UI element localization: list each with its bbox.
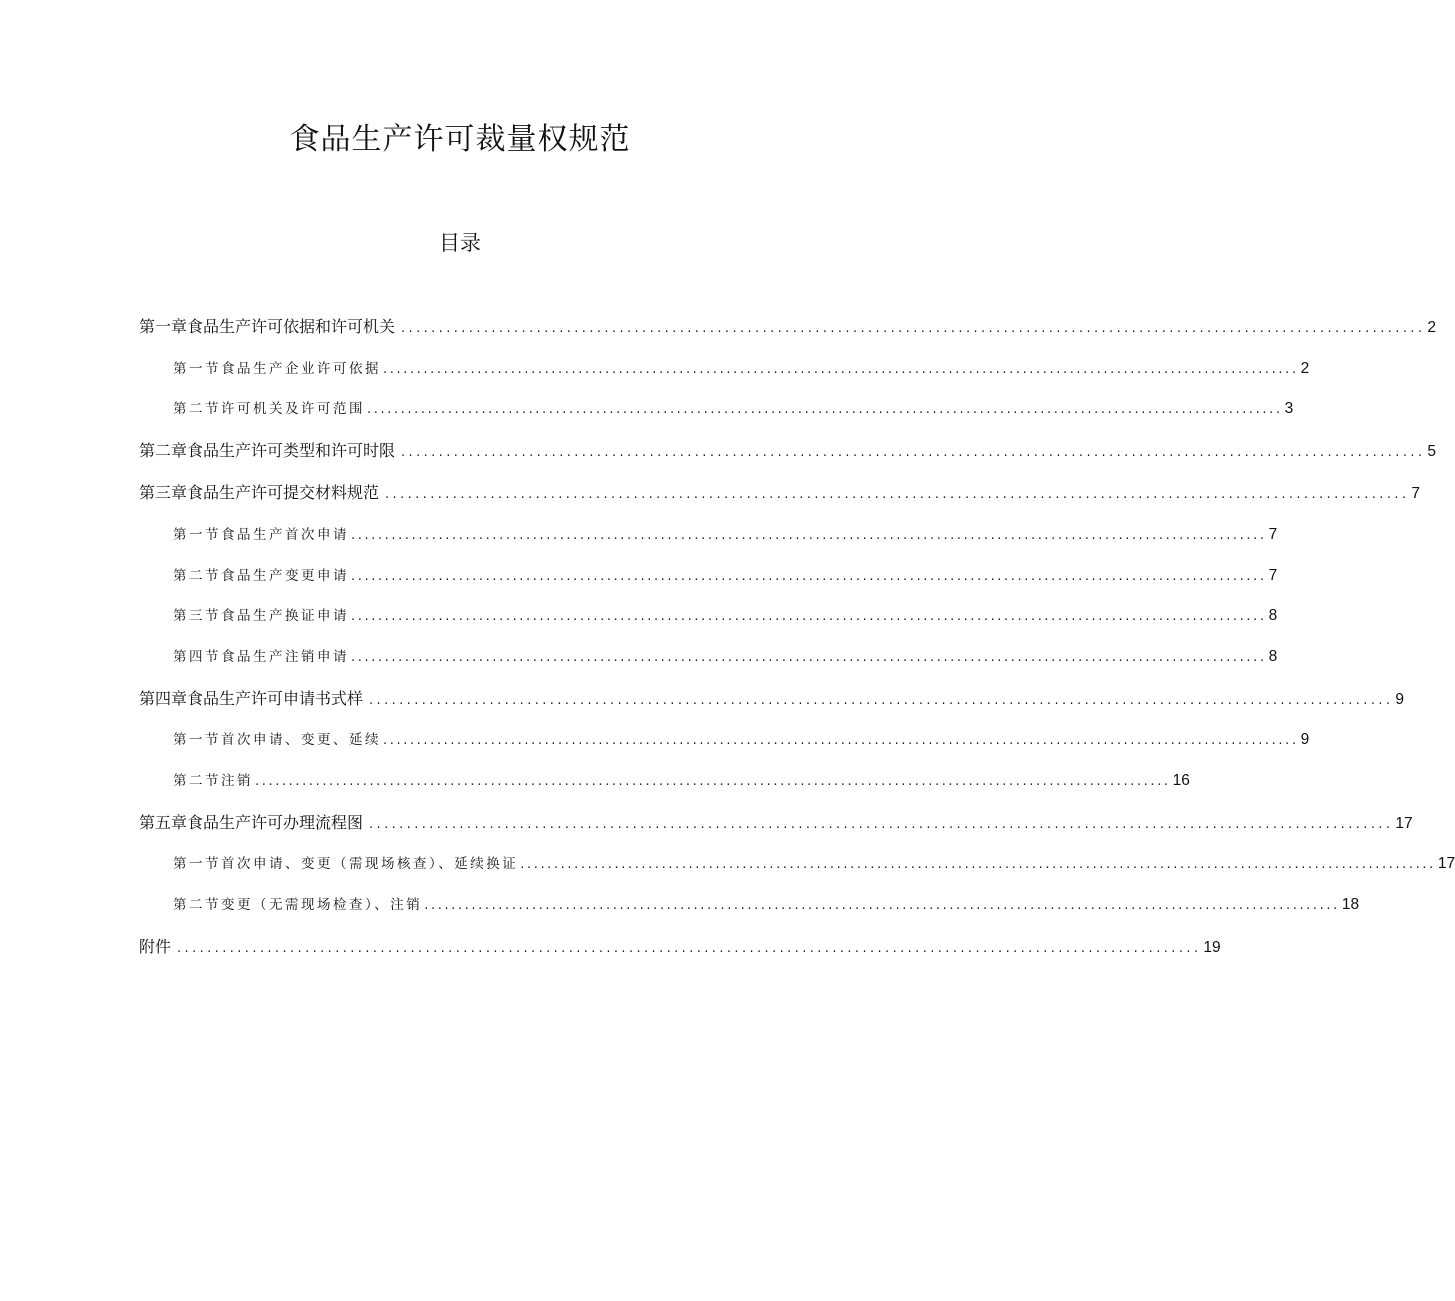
- toc-page-number: 9: [1300, 731, 1310, 748]
- toc-entry-chapter-1[interactable]: [139, 315, 1437, 339]
- toc-page-number: 19: [1203, 939, 1221, 956]
- toc-entry-label: 第一节首次申请、变更（需现场核查）、延续换证: [173, 856, 519, 872]
- toc-entry-chapter-5-section-2[interactable]: [173, 894, 1360, 916]
- document-title: 食品生产许可裁量权规范: [289, 122, 631, 157]
- toc-page-number: 2: [1427, 319, 1437, 336]
- toc-dot-leader: ........................................................................................................................................: [255, 774, 1171, 789]
- toc-entry-chapter-1-section-2[interactable]: [173, 398, 1294, 420]
- toc-dot-leader: ........................................................................................................................................: [367, 402, 1283, 417]
- toc-entry-label: 第四节食品生产注销申请: [173, 649, 349, 665]
- toc-entry-label: 第二节食品生产变更申请: [173, 568, 349, 584]
- toc-entry-label: 第一节首次申请、变更、延续: [173, 732, 381, 748]
- toc-entry-chapter-5[interactable]: [139, 811, 1413, 835]
- toc-page-number: 7: [1268, 567, 1278, 584]
- toc-dot-leader: ........................................................................................................................................: [369, 817, 1394, 832]
- toc-page-number: 9: [1395, 691, 1405, 708]
- toc-dot-leader: ........................................................................................................................................: [383, 733, 1299, 748]
- toc-dot-leader: ........................................................................................................................................: [351, 609, 1267, 624]
- toc-entry-chapter-3-section-3[interactable]: [173, 605, 1278, 627]
- toc-entry-chapter-4[interactable]: [139, 687, 1405, 711]
- toc-entry-label: 第三章食品生产许可提交材料规范: [139, 483, 380, 502]
- toc-dot-leader: ........................................................................................................................................: [401, 321, 1426, 336]
- toc-entry-label: 第二章食品生产许可类型和许可时限: [139, 441, 396, 460]
- toc-dot-leader: ........................................................................................................................................: [351, 650, 1267, 665]
- toc-entry-label: 第一章食品生产许可依据和许可机关: [139, 317, 396, 336]
- toc-page-number: 17: [1437, 855, 1455, 872]
- toc-dot-leader: ........................................................................................................................................: [385, 487, 1410, 502]
- toc-dot-leader: ........................................................................................................................................: [401, 445, 1426, 460]
- toc-dot-leader: ........................................................................................................................................: [369, 693, 1394, 708]
- toc-entry-chapter-4-section-2[interactable]: [173, 770, 1190, 792]
- toc-page-number: 7: [1411, 485, 1421, 502]
- toc-entry-label: 第四章食品生产许可申请书式样: [139, 689, 364, 708]
- toc-dot-leader: ........................................................................................................................................: [351, 569, 1267, 584]
- toc-page-number: 3: [1284, 400, 1294, 417]
- toc-page-number: 8: [1268, 648, 1278, 665]
- toc-dot-leader: ........................................................................................................................................: [383, 362, 1299, 377]
- toc-page-number: 16: [1172, 772, 1190, 789]
- toc-entry-label: 第二节注销: [173, 773, 253, 789]
- toc-entry-label: 第一节食品生产企业许可依据: [173, 361, 381, 377]
- toc-entry-chapter-4-section-1[interactable]: [173, 729, 1310, 751]
- toc-entry-chapter-1-section-1[interactable]: [173, 358, 1310, 380]
- toc-dot-leader: ........................................................................................................................................: [424, 898, 1340, 913]
- toc-entry-chapter-3-section-4[interactable]: [173, 646, 1278, 668]
- toc-page-number: 7: [1268, 526, 1278, 543]
- toc-entry-appendix[interactable]: [139, 935, 1221, 959]
- toc-entry-chapter-2[interactable]: [139, 439, 1437, 463]
- toc-page-number: 2: [1300, 360, 1310, 377]
- toc-entry-chapter-3[interactable]: [139, 481, 1421, 505]
- toc-entry-chapter-3-section-2[interactable]: [173, 565, 1278, 587]
- toc-entry-label: 第五章食品生产许可办理流程图: [139, 813, 364, 832]
- toc-entry-label: 第三节食品生产换证申请: [173, 608, 349, 624]
- toc-entry-chapter-3-section-1[interactable]: [173, 524, 1278, 546]
- toc-dot-leader: ........................................................................................................................................: [520, 857, 1436, 872]
- toc-heading: 目录: [439, 231, 481, 255]
- toc-entry-label: 第二节许可机关及许可范围: [173, 401, 365, 417]
- toc-entry-label: 第一节食品生产首次申请: [173, 527, 349, 543]
- toc-page-number: 8: [1268, 607, 1278, 624]
- toc-page-number: 18: [1341, 896, 1360, 913]
- toc-dot-leader: ........................................................................................................................................: [351, 528, 1267, 543]
- toc-entry-label: 附件: [139, 937, 172, 956]
- toc-entry-label: 第二节变更（无需现场检查）、注销: [173, 897, 423, 913]
- toc-page-number: 5: [1427, 443, 1437, 460]
- toc-page-number: 17: [1395, 815, 1413, 832]
- toc-entry-chapter-5-section-1[interactable]: [173, 853, 1455, 875]
- toc-dot-leader: ........................................................................................................................................: [177, 941, 1202, 956]
